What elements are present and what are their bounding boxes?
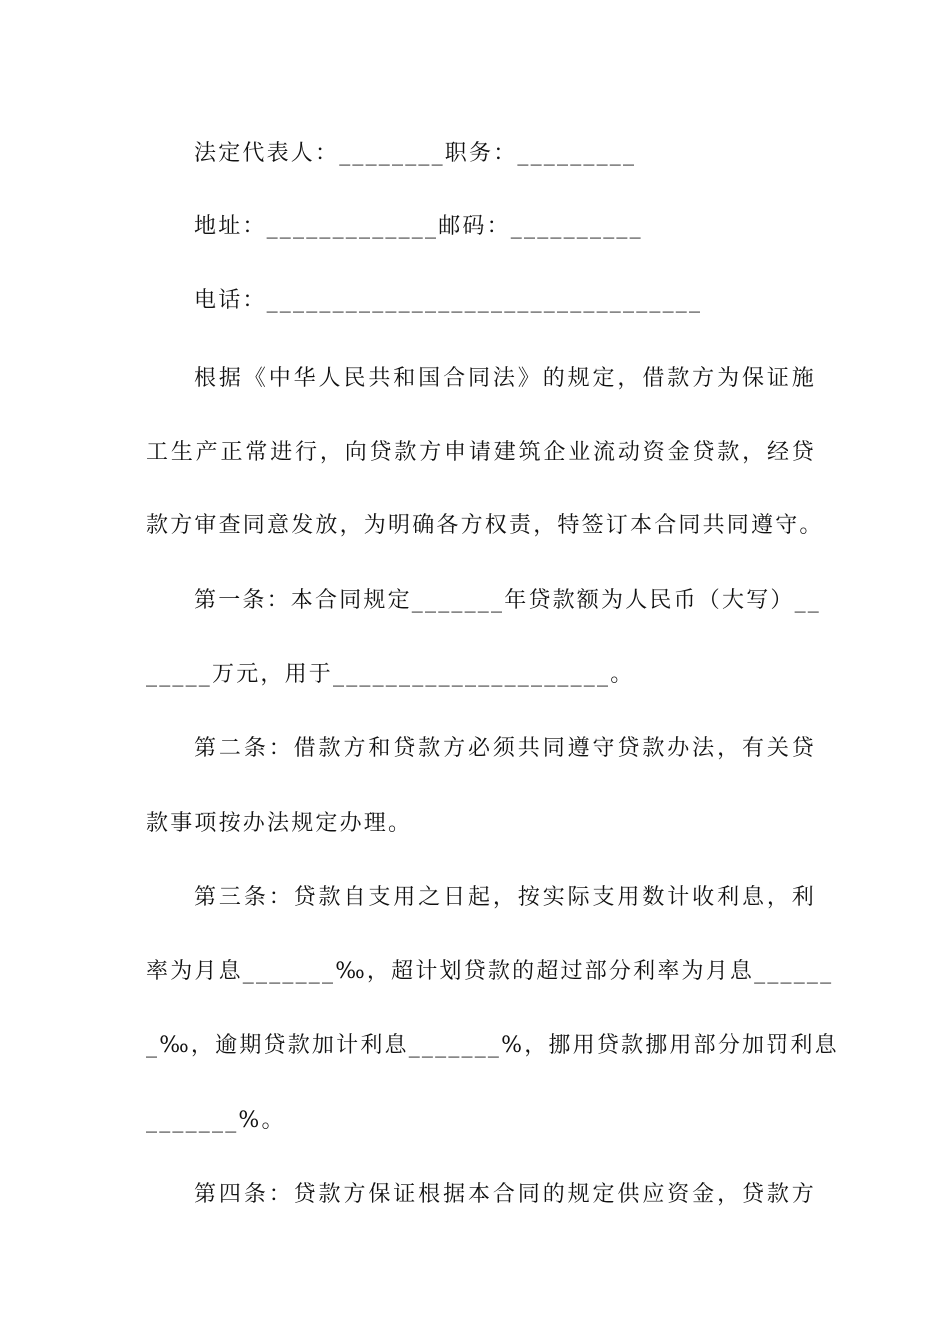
article-2-line-2: 款事项按办法规定办理。 <box>146 811 413 836</box>
preamble-line-1: 根据《中华人民共和国合同法》的规定，借款方为保证施 <box>194 366 816 391</box>
address-postcode-line: 地址：_____________邮码：__________ <box>194 214 643 239</box>
preamble-line-2: 工生产正常进行，向贷款方申请建筑企业流动资金贷款，经贷 <box>146 440 816 465</box>
legal-representative-line: 法定代表人：________职务：_________ <box>194 141 637 166</box>
article-3-line-1: 第三条：贷款自支用之日起，按实际支用数计收利息，利 <box>194 885 816 910</box>
article-3-line-4: _______%。 <box>146 1108 286 1133</box>
article-1-line-2: _____万元，用于_____________________。 <box>146 662 635 687</box>
phone-line: 电话：_________________________________ <box>194 288 703 313</box>
article-4-line-1: 第四条：贷款方保证根据本合同的规定供应资金，贷款方 <box>194 1182 816 1207</box>
article-2-line-1: 第二条：借款方和贷款方必须共同遵守贷款办法，有关贷 <box>194 736 816 761</box>
article-3-line-2: 率为月息_______‰，超计划贷款的超过部分利率为月息______ <box>146 959 834 984</box>
preamble-line-3: 款方审查同意发放，为明确各方权责，特签订本合同共同遵守。 <box>146 513 824 538</box>
article-3-line-3: _‰，逾期贷款加计利息_______%，挪用贷款挪用部分加罚利息 <box>146 1033 839 1058</box>
article-1-line-1: 第一条：本合同规定_______年贷款额为人民币（大写）__ <box>194 588 822 613</box>
